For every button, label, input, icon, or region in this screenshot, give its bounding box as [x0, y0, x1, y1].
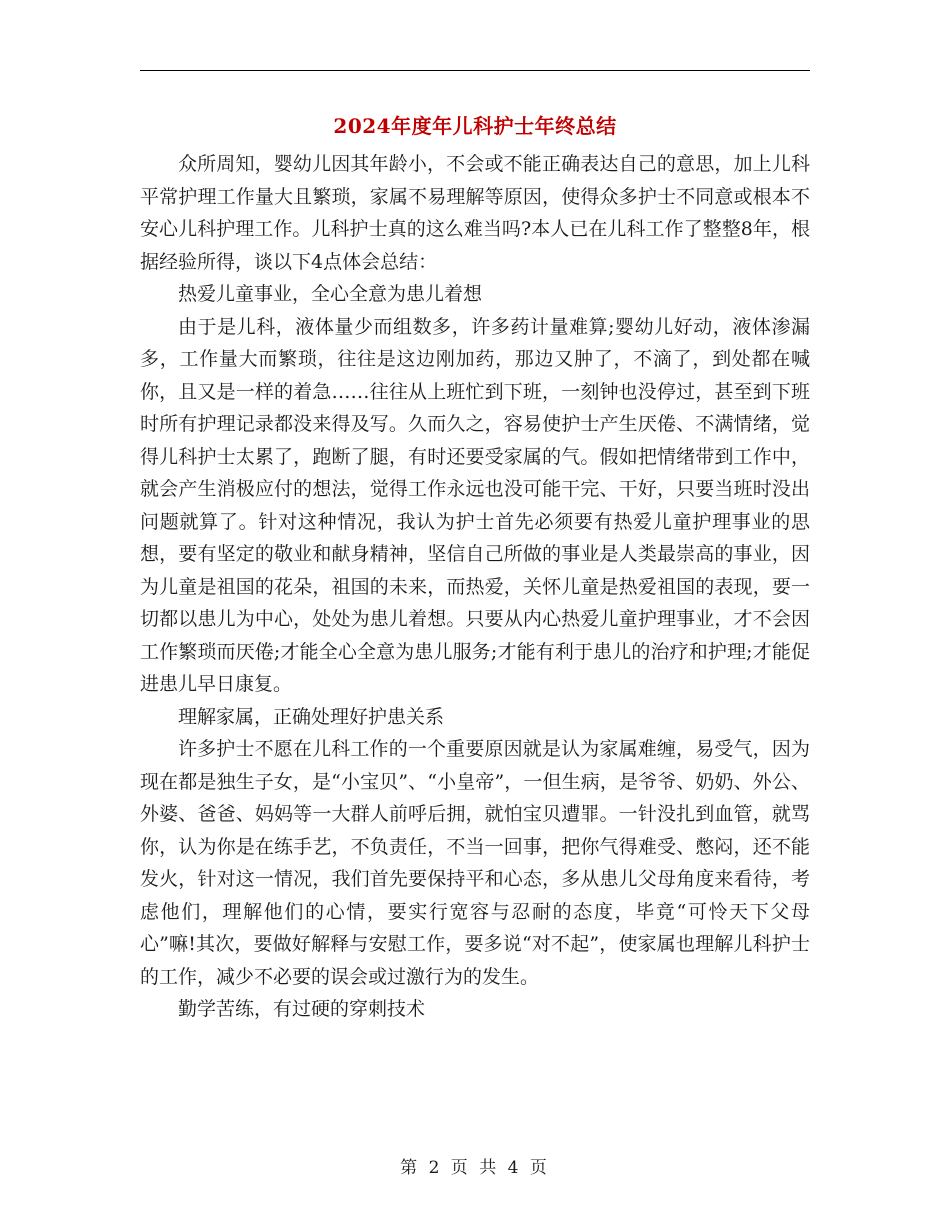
document-body: [140, 148, 810, 1026]
document-title: 2024年度年儿科护士年终总结: [333, 114, 617, 138]
paragraph-intro: 众所周知，婴幼儿因其年龄小，不会或不能正确表达自己的意思，加上儿科平常护理工作量大且繁琐，家属不易理解等原因，使得众多护士不同意或根本不安心儿科护理工作。儿科护士真的这么难当吗?本人已在儿科工作了整整8年，根据经验所得，谈以下4点体会总结：: [140, 153, 810, 273]
section-heading-1: 热爱儿童事业，全心全意为患儿着想: [178, 283, 483, 305]
section-heading-2: 理解家属，正确处理好护患关系: [178, 705, 445, 728]
paragraph-section-1: 由于是儿科，液体量少而组数多，许多药计量难算;婴幼儿好动，液体渗漏多，工作量大而繁琐，往往是这边刚加药，那边又肿了，不滴了，到处都在喊你，且又是一样的着急……往往从上班忙到下班，一刻钟也没停过，甚至到下班时所有护理记录都没来得及写。久而久之，容易使护士产生厌倦、不满情绪，觉得儿科护士太累了，跑断了腿，有时还要受家属的气。假如把情绪带到工作中，就会产生消极应付的想法，觉得工作永远也没可能干完、干好，只要当班时没出问题就算了。针对这种情况，我认为护士首先必须要有热爱儿童护理事业的思想，要有坚定的敬业和献身精神，坚信自己所做的事业是人类最崇高的事业，因为儿童是祖国的花朵，祖国的未来，而热爱，关怀儿童是热爱祖国的表现，要一切都以患儿为中心，处处为患儿着想。只要从内心热爱儿童护理事业，才不会因工作繁琐而厌倦;才能全心全意为患儿服务;才能有利于患儿的治疗和护理;才能促进患儿早日康复。: [140, 315, 810, 695]
header-rule: [140, 70, 810, 71]
page-number-footer: 第 2 页 共 4 页: [400, 1158, 550, 1178]
section-heading-3: 勤学苦练，有过硬的穿刺技术: [178, 998, 426, 1020]
paragraph-section-2: 许多护士不愿在儿科工作的一个重要原因就是认为家属难缠，易受气，因为现在都是独生子女，是“小宝贝”、“小皇帝”，一但生病，是爷爷、奶奶、外公、外婆、爸爸、妈妈等一大群人前呼后拥，就怕宝贝遭罪。一针没扎到血管，就骂你，认为你是在练手艺，不负责任，不当一回事，把你气得难受、憋闷，还不能发火，针对这一情况，我们首先要保持平和心态，多从患儿父母角度来看待，考虑他们，理解他们的心情，要实行宽容与忍耐的态度，毕竟“可怜天下父母心”嘛!其次，要做好解释与安慰工作，要多说“对不起”，使家属也理解儿科护士的工作，减少不必要的误会或过激行为的发生。: [140, 738, 810, 988]
